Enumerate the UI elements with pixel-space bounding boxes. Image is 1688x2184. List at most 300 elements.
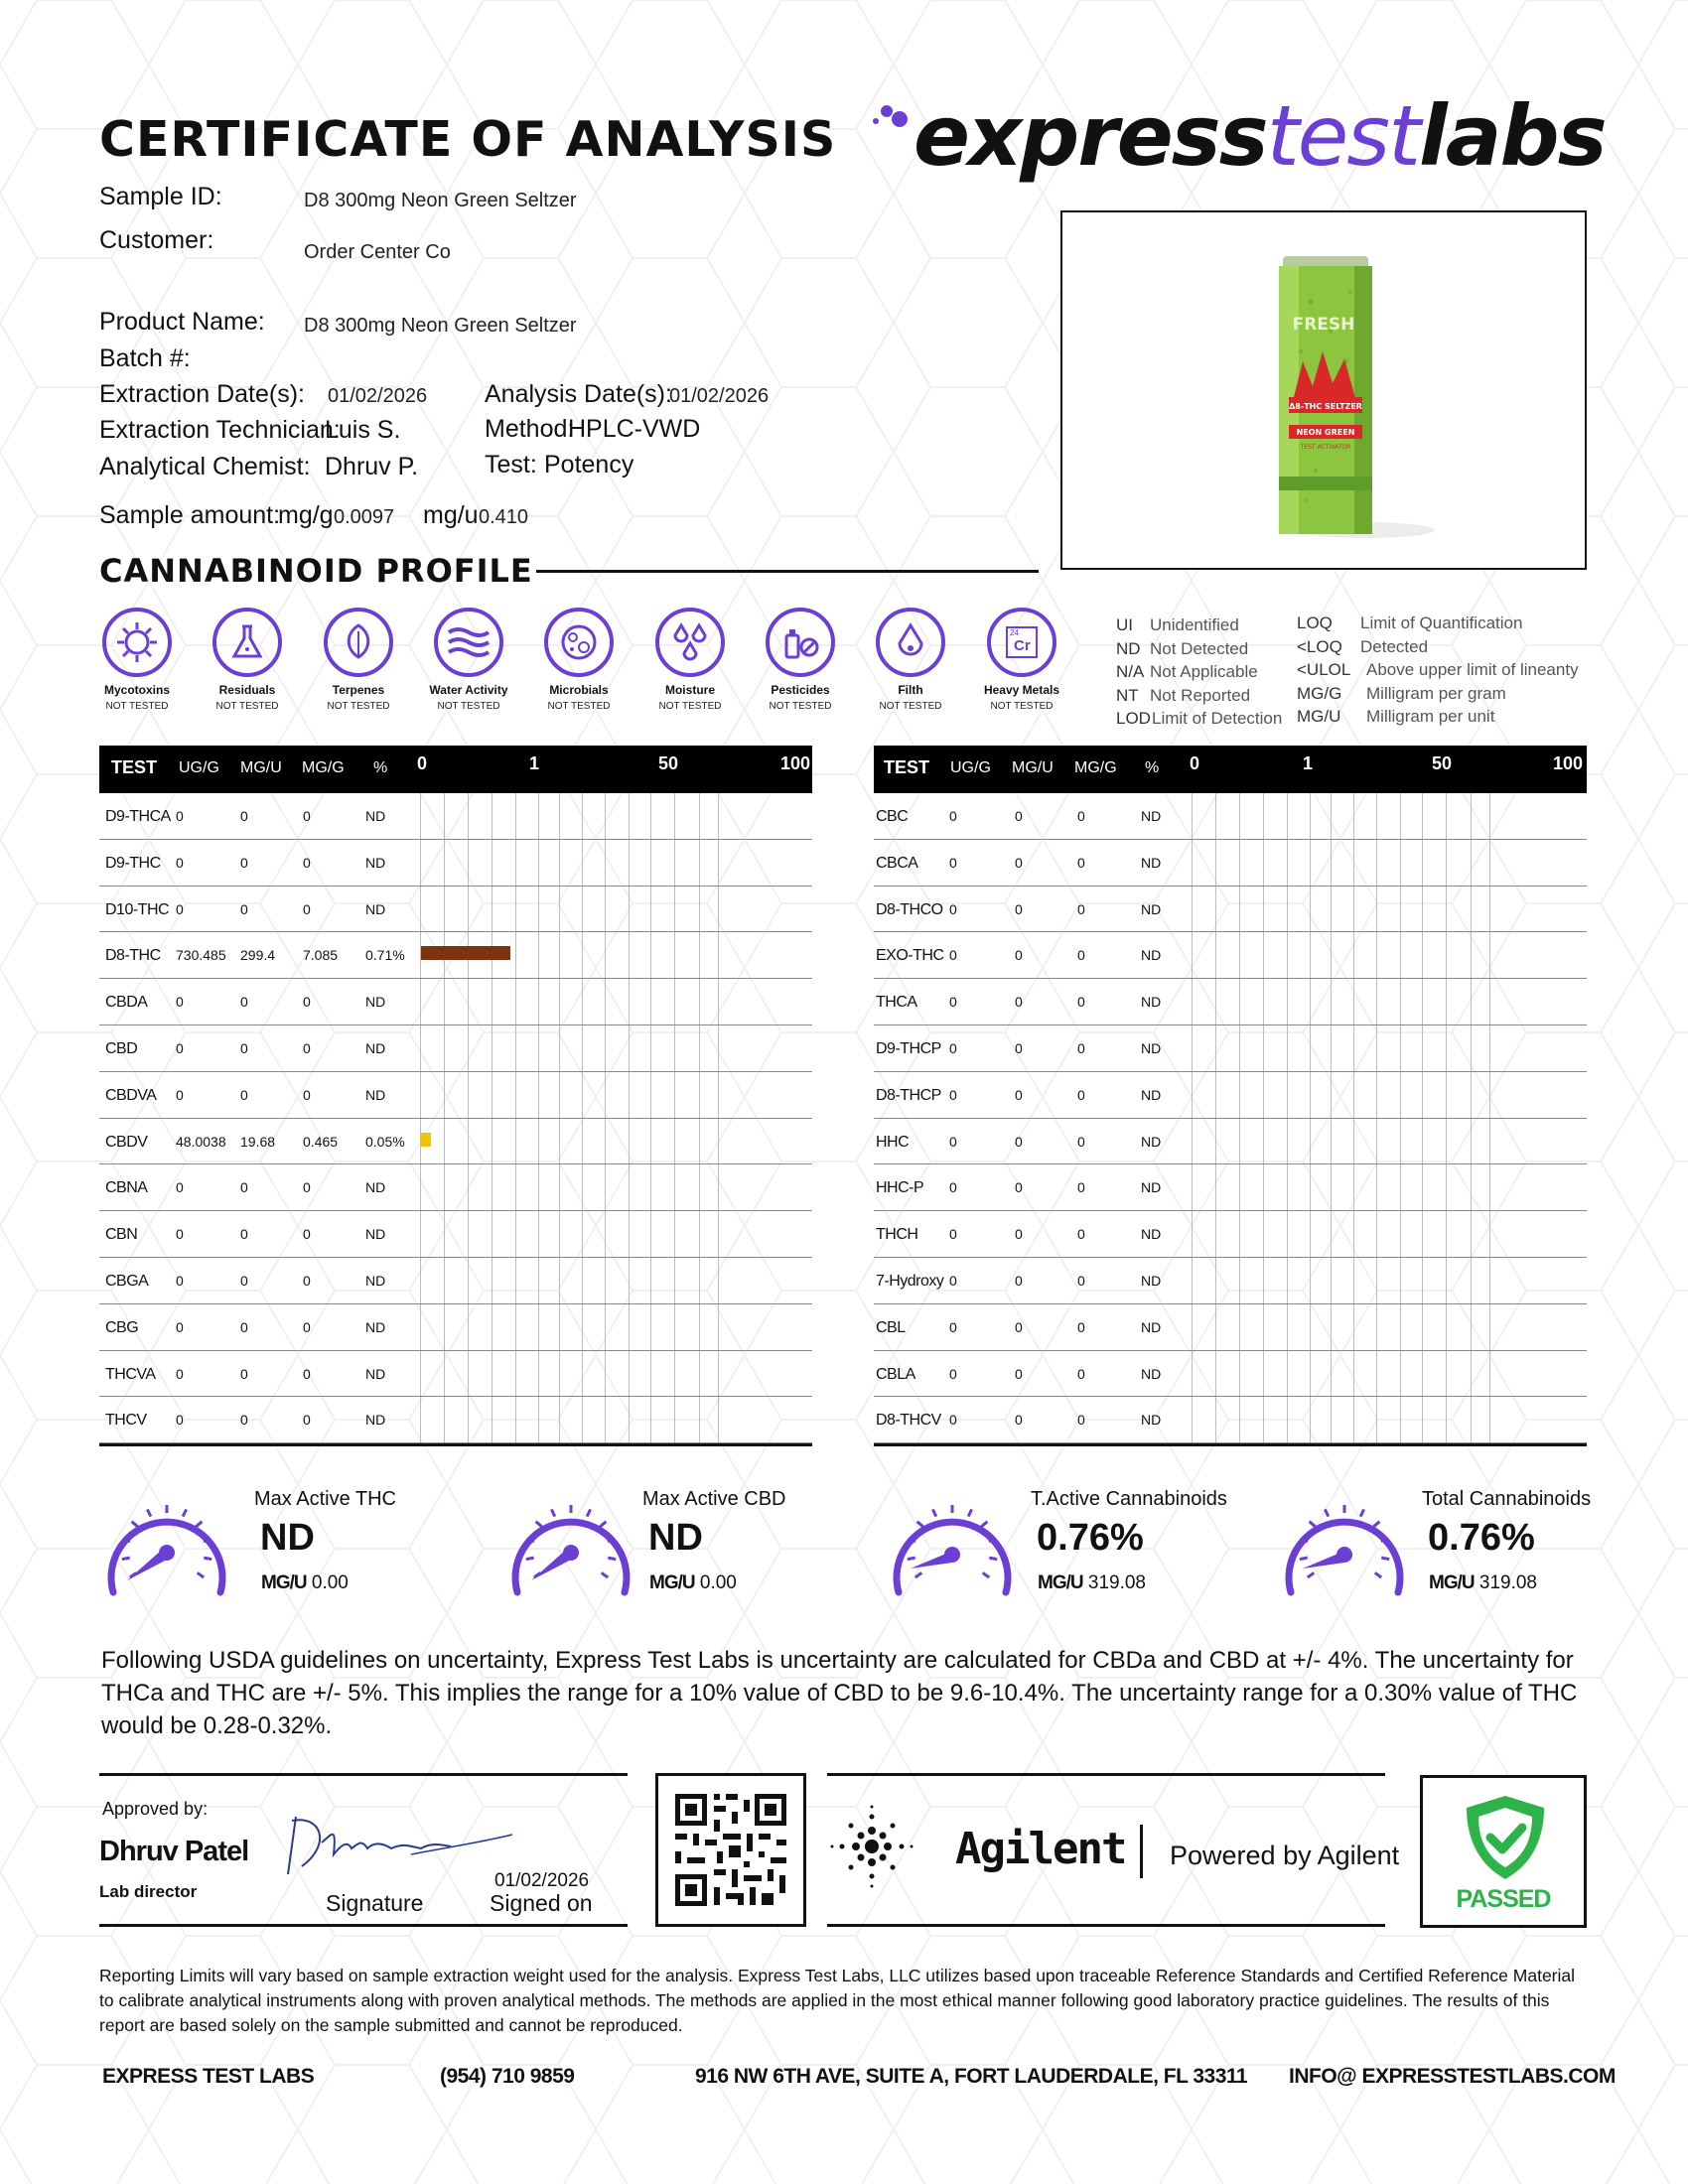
grid-line — [420, 793, 421, 839]
cell-test: CBG — [105, 1318, 139, 1336]
cell-mgg: 0 — [303, 1272, 311, 1289]
footer-phone[interactable]: (954) 710 9859 — [440, 2065, 575, 2088]
grid-line — [650, 1072, 651, 1118]
mycotoxins-icon — [102, 608, 172, 677]
table-bottom-rule — [99, 1443, 812, 1446]
cell-mgg: 0 — [303, 1086, 311, 1103]
grid-line — [1400, 1025, 1401, 1071]
cell-pct: 0.05% — [365, 1133, 405, 1150]
cell-mgg: 0 — [1077, 1412, 1085, 1429]
grid-line — [1239, 1072, 1240, 1118]
grid-line — [650, 840, 651, 886]
test-value: Potency — [544, 451, 634, 478]
legend-abbr: NT — [1116, 685, 1139, 705]
grid-line — [1422, 1072, 1423, 1118]
grid-line — [1422, 1119, 1423, 1164]
cell-test: D9-THCP — [876, 1039, 941, 1057]
grid-line — [699, 887, 700, 932]
cell-mgg: 0 — [1077, 947, 1085, 964]
cell-mgu: 0 — [1015, 1272, 1023, 1289]
grid-line — [674, 1025, 675, 1071]
grid-line — [1446, 1258, 1447, 1303]
grid-line — [1331, 793, 1332, 839]
grid-line — [1446, 1211, 1447, 1257]
grid-line — [1400, 793, 1401, 839]
grid-line — [718, 1072, 719, 1118]
grid-line — [650, 1351, 651, 1397]
grid-line — [1239, 1258, 1240, 1303]
cell-pct: ND — [365, 1412, 386, 1429]
grid-line — [650, 979, 651, 1024]
cell-ugg: 0 — [176, 994, 184, 1011]
cell-pct: ND — [1141, 1226, 1162, 1243]
powered-by-agilent: Powered by Agilent — [1170, 1841, 1400, 1870]
grid-line — [1310, 793, 1311, 839]
cell-pct: ND — [365, 1272, 386, 1289]
cell-test: CBCA — [876, 854, 918, 872]
grid-line — [718, 840, 719, 886]
grid-line — [1446, 932, 1447, 978]
grid-line — [1192, 1025, 1193, 1071]
scale-50: 50 — [658, 753, 679, 773]
cell-mgg: 0 — [303, 1365, 311, 1382]
cell-pct: ND — [365, 1039, 386, 1056]
grid-line — [582, 887, 583, 932]
cell-mgu: 0 — [1015, 1039, 1023, 1056]
technician-label: Extraction Technician: — [99, 416, 341, 444]
grid-line — [1471, 979, 1472, 1024]
table-row — [99, 1164, 812, 1211]
grid-line — [582, 1119, 583, 1164]
grid-line — [1471, 1304, 1472, 1350]
grid-line — [1263, 1119, 1264, 1164]
cell-test: CBDV — [105, 1133, 148, 1151]
table-row — [874, 840, 1587, 887]
icon-label: Terpenes — [332, 683, 385, 697]
grid-line — [699, 1072, 700, 1118]
grid-line — [420, 887, 421, 932]
chromium-element-icon — [987, 608, 1056, 677]
grid-line — [1353, 840, 1354, 886]
table-row — [99, 1211, 812, 1258]
cell-pct: ND — [1141, 1318, 1162, 1335]
table-row — [874, 1164, 1587, 1211]
grid-line — [538, 887, 539, 932]
agilent-spark-icon — [830, 1805, 914, 1888]
grid-line — [1353, 1397, 1354, 1442]
cell-mgg: 0 — [303, 900, 311, 917]
cell-ugg: 0 — [949, 1272, 957, 1289]
table-rows — [99, 793, 812, 1443]
grid-line — [674, 793, 675, 839]
legend-abbr: LOQ — [1297, 614, 1333, 632]
cell-mgu: 0 — [1015, 854, 1023, 871]
gauge-icon — [103, 1489, 230, 1598]
section-divider — [536, 570, 1039, 573]
cell-mgg: 0 — [1077, 1318, 1085, 1335]
grid-line — [1331, 1304, 1332, 1350]
cell-pct: ND — [365, 1086, 386, 1103]
signature-image — [282, 1805, 520, 1882]
legend-text: Milligram per gram — [1366, 683, 1506, 703]
grid-line — [1489, 1304, 1490, 1350]
grid-line — [674, 1397, 675, 1442]
cell-mgu: 0 — [1015, 1226, 1023, 1243]
cell-test: EXO-THC — [876, 947, 944, 965]
icon-label: Mycotoxins — [103, 683, 170, 697]
legend-abbr: <LOQ — [1297, 636, 1342, 656]
grid-line — [1489, 1164, 1490, 1210]
seltzer-can-image — [1062, 212, 1585, 568]
grid-line — [605, 1351, 606, 1397]
microbe-icon — [544, 608, 614, 677]
grid-line — [1489, 979, 1490, 1024]
grid-line — [1239, 1397, 1240, 1442]
grid-line — [538, 1351, 539, 1397]
sample-amount-label: Sample amount: — [99, 501, 281, 529]
grid-line — [1215, 1072, 1216, 1118]
grid-line — [559, 1397, 560, 1442]
legend-right — [1297, 614, 1579, 731]
grid-line — [1331, 1351, 1332, 1397]
cell-pct: ND — [1141, 1086, 1162, 1103]
grid-line — [629, 887, 630, 932]
grid-line — [605, 1397, 606, 1442]
cannabinoid-profile-title: CANNABINOID PROFILE — [99, 552, 533, 590]
grid-line — [1471, 932, 1472, 978]
cell-mgg: 0 — [1077, 1226, 1085, 1243]
grid-line — [699, 979, 700, 1024]
grid-line — [629, 932, 630, 978]
brand-logo — [914, 87, 1606, 185]
batch-label: Batch #: — [99, 344, 191, 372]
scale-0: 0 — [417, 753, 428, 773]
cell-ugg: 0 — [949, 900, 957, 917]
grid-line — [1376, 1025, 1377, 1071]
grid-line — [718, 1119, 719, 1164]
cell-ugg: 0 — [949, 1365, 957, 1382]
grid-line — [444, 979, 445, 1024]
header-ugg: UG/G — [950, 759, 991, 776]
grid-line — [1331, 1072, 1332, 1118]
technician-value: Luis S. — [325, 416, 401, 444]
mgg-value: 0.0097 — [334, 506, 395, 528]
cell-pct: ND — [1141, 994, 1162, 1011]
cell-mgu: 0 — [240, 1412, 248, 1429]
cell-ugg: 0 — [949, 1179, 957, 1196]
summary-value: 0.76% — [1037, 1517, 1144, 1559]
cell-mgg: 0 — [1077, 1086, 1085, 1103]
leaf-icon — [324, 608, 393, 677]
logo-express: express — [914, 87, 1267, 185]
grid-line — [1287, 1351, 1288, 1397]
test-icon-terpenes — [304, 608, 413, 712]
grid-line — [629, 1351, 630, 1397]
grid-line — [629, 840, 630, 886]
cell-pct: ND — [1141, 900, 1162, 917]
cell-ugg: 0 — [949, 808, 957, 824]
cell-test: D8-THCV — [876, 1412, 941, 1430]
grid-line — [1422, 1211, 1423, 1257]
grid-line — [420, 840, 421, 886]
table-bottom-rule — [874, 1443, 1587, 1446]
grid-line — [468, 1351, 469, 1397]
grid-line — [1471, 1072, 1472, 1118]
grid-line — [468, 1397, 469, 1442]
grid-line — [444, 1072, 445, 1118]
grid-line — [444, 1351, 445, 1397]
cell-ugg: 0 — [176, 1086, 184, 1103]
grid-line — [1489, 1258, 1490, 1303]
grid-line — [1400, 932, 1401, 978]
cell-mgg: 0 — [1077, 1133, 1085, 1150]
summary-value: ND — [260, 1517, 315, 1559]
can-band-1: Δ8-THC SELTZER — [1289, 402, 1362, 411]
agilent-top-rule — [827, 1773, 1385, 1776]
table-row — [874, 979, 1587, 1025]
grid-line — [1287, 1164, 1288, 1210]
customer-label: Customer: — [99, 226, 214, 254]
page-title: CERTIFICATE OF ANALYSIS — [99, 111, 837, 168]
cell-mgu: 0 — [240, 808, 248, 824]
can-brand: FRESH — [1292, 315, 1355, 335]
grid-line — [699, 1211, 700, 1257]
cell-pct: ND — [1141, 854, 1162, 871]
scale-1: 1 — [1303, 753, 1314, 773]
grid-line — [1263, 1397, 1264, 1442]
grid-line — [515, 1397, 516, 1442]
grid-line — [718, 979, 719, 1024]
grid-line — [699, 1351, 700, 1397]
grid-line — [1471, 1119, 1472, 1164]
grid-line — [1215, 1258, 1216, 1303]
approved-by-label: Approved by: — [102, 1799, 209, 1819]
grid-line — [605, 1072, 606, 1118]
grid-line — [1192, 1164, 1193, 1210]
summary-mgu-value: 0.00 — [311, 1572, 349, 1593]
grid-line — [674, 979, 675, 1024]
grid-line — [559, 1119, 560, 1164]
icon-label: Water Activity — [429, 683, 508, 697]
cell-pct: ND — [1141, 1133, 1162, 1150]
grid-line — [1400, 1397, 1401, 1442]
scale-100: 100 — [1553, 753, 1584, 773]
grid-line — [629, 979, 630, 1024]
grid-line — [674, 1351, 675, 1397]
cell-ugg: 0 — [949, 1318, 957, 1335]
grid-line — [559, 979, 560, 1024]
grid-line — [1400, 1304, 1401, 1350]
grid-line — [559, 1025, 560, 1071]
legend-left — [1116, 615, 1282, 733]
cell-mgg: 0.465 — [303, 1133, 339, 1150]
grid-line — [1310, 1072, 1311, 1118]
cell-mgu: 19.68 — [240, 1133, 276, 1150]
grid-line — [1331, 1258, 1332, 1303]
grid-line — [1215, 793, 1216, 839]
table-row — [874, 1397, 1587, 1443]
grid-line — [1422, 979, 1423, 1024]
grid-line — [605, 1025, 606, 1071]
summary-mgu-value: 319.08 — [1478, 1572, 1538, 1593]
grid-line — [699, 1025, 700, 1071]
table-row — [99, 1119, 812, 1165]
grid-line — [1287, 840, 1288, 886]
reporting-limits-note: Reporting Limits will vary based on sample extraction weight used for the analysis. Express Test Labs, LLC utilizes based upon traceable Reference Standards and Certified Reference Material to calibrate analytical instruments along with proven analytical methods. The methods are applied in the most ethical manner following good laboratory practice guidelines. The results of this report are based solely on the sample submitted and cannot be reproduced. — [99, 1966, 1576, 2035]
passed-badge — [1420, 1775, 1587, 1928]
grid-line — [1287, 1211, 1288, 1257]
grid-line — [1310, 1119, 1311, 1164]
grid-line — [1422, 840, 1423, 886]
cell-mgg: 0 — [1077, 808, 1085, 824]
test-label: Test: — [485, 451, 537, 478]
grid-line — [444, 1304, 445, 1350]
grid-line — [650, 1164, 651, 1210]
grid-line — [1446, 1072, 1447, 1118]
cell-ugg: 0 — [176, 808, 184, 824]
summary-value: ND — [648, 1517, 703, 1559]
legend-text: Above upper limit of lineanty — [1366, 660, 1579, 679]
grid-line — [1263, 1304, 1264, 1350]
qr-code-frame[interactable] — [655, 1773, 806, 1927]
cell-test: 7-Hydroxy — [876, 1272, 944, 1290]
grid-line — [699, 793, 700, 839]
filth-drop-icon — [876, 608, 945, 677]
cell-mgu: 0 — [1015, 808, 1023, 824]
cell-mgu: 0 — [240, 994, 248, 1011]
grid-line — [629, 1119, 630, 1164]
product-name-label: Product Name: — [99, 308, 265, 336]
grid-line — [629, 1164, 630, 1210]
cell-test: THCV — [105, 1412, 147, 1430]
grid-line — [605, 793, 606, 839]
grid-line — [468, 1258, 469, 1303]
grid-line — [1376, 979, 1377, 1024]
grid-line — [538, 932, 539, 978]
grid-line — [420, 1025, 421, 1071]
grid-line — [538, 1164, 539, 1210]
cell-test: THCA — [876, 994, 917, 1012]
grid-line — [1215, 840, 1216, 886]
grid-line — [444, 1119, 445, 1164]
gauge-icon — [889, 1489, 1016, 1598]
table-row — [99, 840, 812, 887]
grid-line — [1489, 793, 1490, 839]
grid-line — [1446, 979, 1447, 1024]
grid-line — [559, 1304, 560, 1350]
grid-line — [1331, 1397, 1332, 1442]
cell-test: CBDA — [105, 994, 148, 1012]
grid-line — [582, 1397, 583, 1442]
extraction-date-value: 01/02/2026 — [328, 385, 428, 407]
grid-line — [1376, 1304, 1377, 1350]
cell-ugg: 0 — [949, 947, 957, 964]
grid-line — [582, 793, 583, 839]
grid-line — [1353, 1072, 1354, 1118]
grid-line — [559, 887, 560, 932]
grid-line — [559, 1258, 560, 1303]
cell-test: CBD — [105, 1039, 138, 1057]
grid-line — [1422, 793, 1423, 839]
grid-line — [444, 840, 445, 886]
cell-mgu: 0 — [240, 1318, 248, 1335]
cell-ugg: 0 — [949, 994, 957, 1011]
signature-label: Signature — [326, 1890, 424, 1916]
summary-mgu-label: MG/U — [261, 1572, 307, 1593]
table-row — [99, 979, 812, 1025]
legend-abbr: MG/U — [1297, 707, 1341, 726]
grid-line — [1310, 1304, 1311, 1350]
grid-line — [1489, 1119, 1490, 1164]
grid-line — [1471, 1351, 1472, 1397]
grid-line — [1192, 887, 1193, 932]
cell-ugg: 0 — [176, 1272, 184, 1289]
cell-pct: ND — [1141, 1365, 1162, 1382]
cell-mgu: 0 — [240, 900, 248, 917]
cell-test: D8-THC — [105, 947, 161, 965]
icon-status: NOT TESTED — [105, 701, 169, 712]
grid-line — [718, 1164, 719, 1210]
grid-line — [420, 1351, 421, 1397]
scale-100: 100 — [780, 753, 811, 773]
grid-line — [699, 1164, 700, 1210]
grid-line — [1446, 1025, 1447, 1071]
grid-line — [1422, 1351, 1423, 1397]
footer-email[interactable]: INFO@ EXPRESSTESTLABS.COM — [1289, 2065, 1616, 2088]
cell-mgg: 0 — [303, 994, 311, 1011]
cell-mgu: 0 — [1015, 1179, 1023, 1196]
grid-line — [1489, 1025, 1490, 1071]
grid-line — [444, 793, 445, 839]
table-row — [99, 1351, 812, 1398]
cell-mgu: 0 — [1015, 1365, 1023, 1382]
cell-ugg: 0 — [176, 1365, 184, 1382]
grid-line — [538, 1119, 539, 1164]
cell-pct: 0.71% — [365, 947, 405, 964]
cell-mgg: 0 — [1077, 1039, 1085, 1056]
grid-line — [1353, 1025, 1354, 1071]
grid-line — [1376, 887, 1377, 932]
grid-line — [650, 1258, 651, 1303]
grid-line — [1446, 887, 1447, 932]
legend-text: Not Reported — [1150, 685, 1251, 705]
grid-line — [699, 932, 700, 978]
grid-line — [1310, 1164, 1311, 1210]
cell-mgg: 0 — [303, 1179, 311, 1196]
icon-label: Filth — [898, 683, 923, 697]
grid-line — [1287, 1072, 1288, 1118]
grid-line — [420, 1258, 421, 1303]
grid-line — [1263, 1164, 1264, 1210]
grid-line — [1446, 840, 1447, 886]
summary-mgu — [261, 1572, 349, 1594]
cell-mgu: 0 — [240, 1086, 248, 1103]
grid-line — [468, 979, 469, 1024]
summary-mgu-label: MG/U — [649, 1572, 695, 1593]
grid-line — [718, 1351, 719, 1397]
grid-line — [605, 1164, 606, 1210]
grid-line — [420, 1211, 421, 1257]
grid-line — [1192, 1072, 1193, 1118]
mgg-label: mg/g — [278, 501, 334, 529]
cell-test: CBC — [876, 808, 909, 825]
grid-line — [629, 1072, 630, 1118]
icon-label: Residuals — [218, 683, 276, 697]
test-icon-microbials — [524, 608, 633, 712]
grid-line — [1446, 1397, 1447, 1442]
cell-test: CBDVA — [105, 1086, 157, 1104]
grid-line — [674, 932, 675, 978]
